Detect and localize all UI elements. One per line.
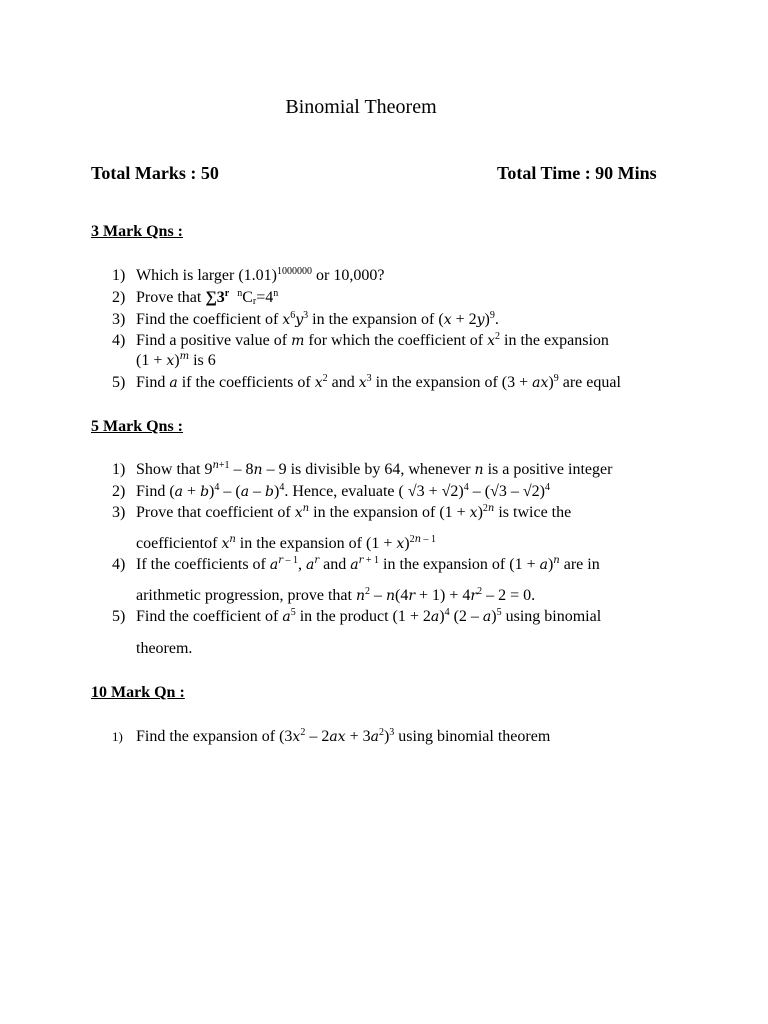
section-heading-10-mark: 10 Mark Qn : — [91, 684, 185, 701]
question-text: Find $(a + b)^4 - (a - b)^4$. Hence, evaluate ( √3 + √2)$^4$ – (√3 – √2)$^4$ — [136, 482, 550, 500]
total-marks: Total Marks : 50 — [91, 163, 219, 183]
question-text-continued: arithmetic progression, prove that $n^2 - n(4r + 1) + 4r^2 - 2 = 0$. — [136, 586, 536, 604]
question-3m-4 — [112, 331, 609, 369]
question-text: Find a positive value of m for which the coefficient of $x^2$ in the expansion $(1 + x)^m$ is 6 — [136, 331, 609, 369]
total-time: Total Time : 90 Mins — [497, 163, 657, 183]
question-text: Show that $9^{n+1} - 8n - 9$ is divisible by 64, whenever n is a positive integer — [136, 460, 613, 478]
question-text: If the coefficients of $a^{r - 1}$, $a^r$ and $a^{r + 1}$ in the expansion of $(1 + a)^n$ are in — [136, 555, 600, 573]
question-10m-1 — [112, 727, 551, 747]
question-number: 4) — [112, 556, 126, 573]
section-heading-3-mark: 3 Mark Qns : — [91, 223, 183, 240]
question-text: Find the expansion of $(3x^2 - 2ax + 3a^2)^3$ using binomial theorem — [136, 727, 551, 745]
question-3m-5 — [112, 373, 621, 393]
question-text: Prove that ∑3$^r$ $^nC_r=4^n$ — [136, 288, 279, 307]
question-number: 3) — [112, 504, 126, 521]
question-number: 1) — [112, 729, 123, 744]
question-3m-2 — [112, 288, 279, 308]
question-text: Which is larger $(1.01)^{1000000}$ or 10,000? — [136, 266, 385, 284]
question-number: 2) — [112, 289, 126, 306]
question-number: 2) — [112, 483, 126, 500]
question-3m-3 — [112, 310, 499, 330]
question-5m-1 — [112, 460, 613, 480]
question-text: Find a if the coefficients of $x^2$ and $x^3$ in the expansion of (3 + ax)$^9$ are equal — [136, 373, 621, 391]
document-title: Binomial Theorem — [285, 96, 437, 118]
question-5m-4 — [112, 555, 600, 604]
question-number: 5) — [112, 608, 126, 625]
question-number: 4) — [112, 332, 126, 349]
question-number: 1) — [112, 267, 126, 284]
section-heading-5-mark: 5 Mark Qns : — [91, 418, 183, 435]
question-text: Prove that coefficient of $x^n$ in the expansion of $(1 + x)^{2n}$ is twice the — [136, 503, 572, 521]
question-text-continued: theorem. — [136, 640, 193, 657]
question-number: 5) — [112, 374, 126, 391]
question-5m-2 — [112, 482, 550, 502]
question-5m-3 — [112, 503, 572, 552]
question-text: Find the coefficient of $a^5$ in the product $(1 + 2a)^4$ (2 – a)$^5$ using binomial — [136, 607, 602, 625]
question-5m-5 — [112, 607, 602, 657]
question-number: 1) — [112, 461, 126, 478]
question-3m-1 — [112, 266, 385, 286]
question-text-continued: coefficientof $x^n$ in the expansion of $(1 + x)^{2n - 1}$ — [136, 534, 437, 552]
question-number: 3) — [112, 311, 126, 328]
question-text: Find the coefficient of $x^6y^3$ in the expansion of $(x + 2y)^9$. — [136, 310, 499, 328]
